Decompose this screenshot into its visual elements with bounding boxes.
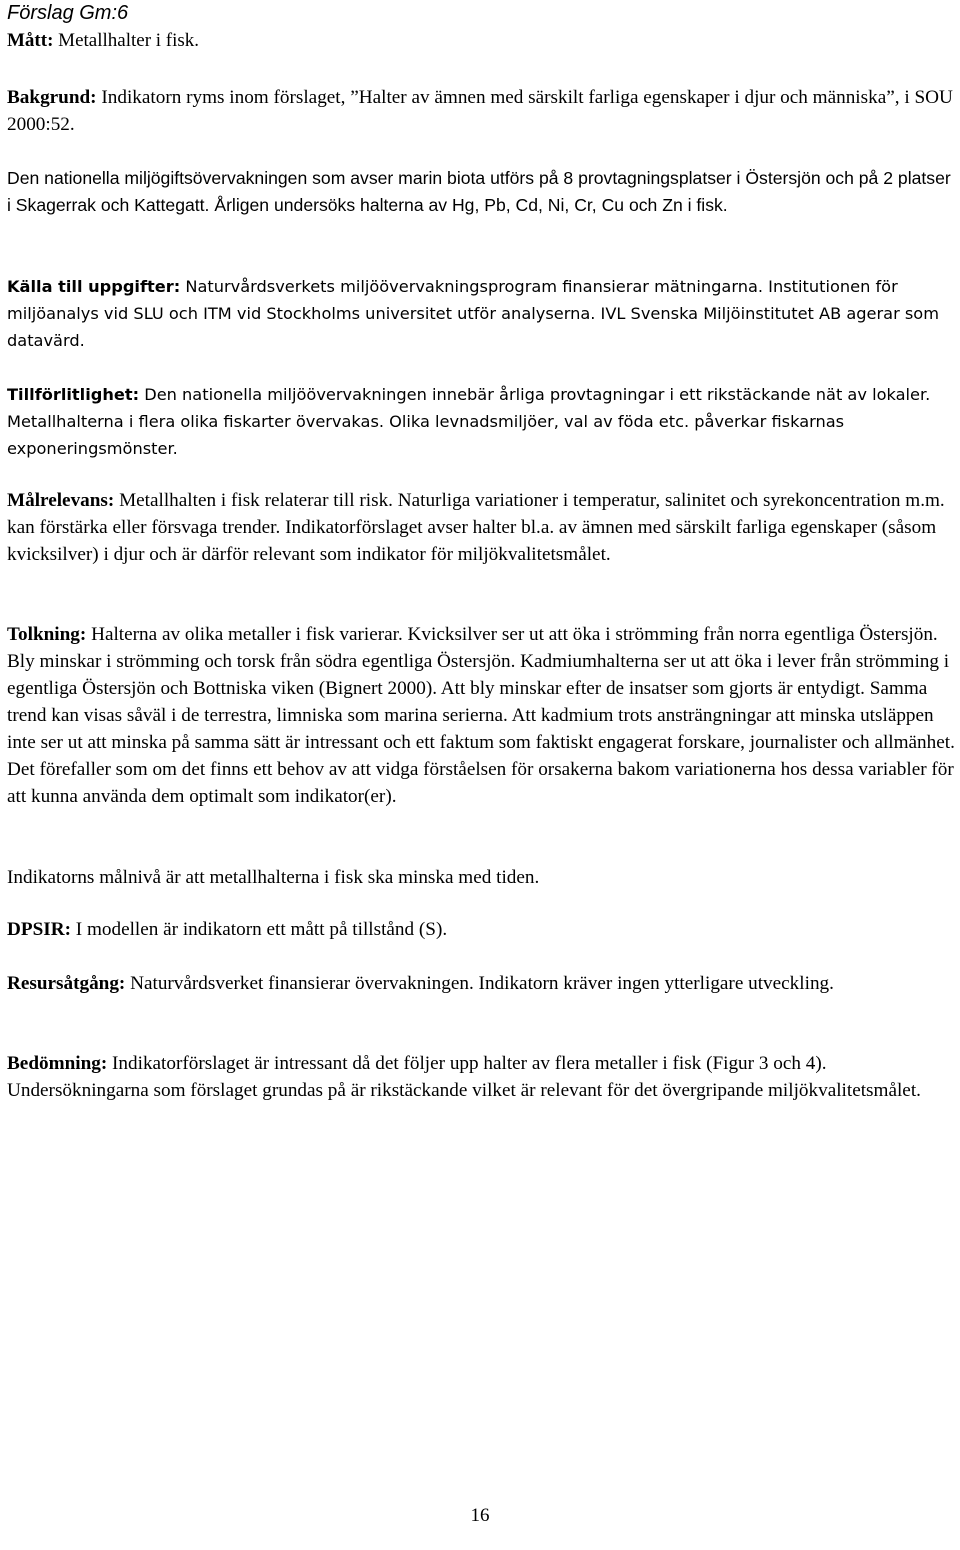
nationella-paragraph: Den nationella miljögiftsövervakningen som avser marin biota utförs på 8 provtagningsplatser i Östersjön och på 2 platser i Skagerrak och Kattegatt. Årligen undersöks halterna av Hg, Pb, Cd, Ni, Cr, Cu och Zn i fisk. [7,168,951,215]
matt-text: Metallhalter i fisk. [53,30,200,51]
malrelevans-label: Målrelevans: [7,490,115,511]
tolkning-label: Tolkning: [7,624,87,645]
tillforlitlighet-label: Tillförlitlighet: [7,385,140,404]
resurs-label: Resursåtgång: [7,973,126,994]
tillforlitlighet-paragraph [7,381,955,462]
document-page [7,0,955,1101]
tolkning-paragraph [7,621,955,810]
resurs-text: Naturvårdsverket finansierar övervakningen. Indikatorn kräver ingen ytterligare utveckling. [125,973,834,994]
malrelevans-text: Metallhalten i fisk relaterar till risk. Naturliga variationer i temperatur, salinitet och syrekoncentration m.m. kan förstärka eller försvaga trender. Indikatorförslaget avser halter bl.a. av ämnen med särskilt farliga egenskaper (såsom kvicksilver) i djur och är därför relevant som indikator för miljökvalitetsmålet. [7,490,945,565]
bedomning-text: Indikatorförslaget är intressant då det följer upp halter av flera metaller i fisk (Figur 3 och 4). Undersökningarna som förslaget grundas på är rikstäckande vilket är relevant för det övergripande miljökvalitetsmålet. [7,1053,921,1101]
dpsir-label: DPSIR: [7,919,71,940]
bedomning-paragraph [7,1050,955,1104]
bedomning-label: Bedömning: [7,1053,108,1074]
tillforlitlighet-text: Den nationella miljöövervakningen innebär årliga provtagningar i ett rikstäckande nät av lokaler. Metallhalterna i flera olika fiskarter övervakas. Olika levnadsmiljöer, val av föda etc. påverkar fiskarnas exponeringsmönster. [7,385,931,458]
malrelevans-paragraph [7,487,955,568]
matt-label: Mått: [7,30,54,51]
kalla-paragraph [7,273,955,354]
dpsir-paragraph [7,916,955,943]
kalla-text: Naturvårdsverkets miljöövervakningsprogram finansierar mätningarna. Institutionen för miljöanalys vid SLU och ITM vid Stockholms universitet utför analyserna. IVL Svenska Miljöinstitutet AB agerar som datavärd. [7,277,939,350]
document-title: Förslag Gm:6 [7,2,129,24]
matt-paragraph [7,27,955,54]
tolkning-text: Halterna av olika metaller i fisk varierar. Kvicksilver ser ut att öka i strömming från norra egentliga Östersjön. Bly minskar i strömming och torsk från södra egentliga Östersjön. Kadmiumhalterna ser ut att öka i lever från strömming i egentliga Östersjön och Bottniska viken (Bignert 2000). Att bly minskar efter de insatser som gjorts är entydigt. Samma trend kan visas såväl i de terrestra, limniska som marina serierna. Att kadmium trots ansträngningar att minska utsläppen inte ser ut att minska på samma sätt är intressant och ett faktum som faktiskt engagerat forskare, journalister och allmänhet. Det förefaller som om det finns ett behov av att vidga förståelsen för orsakerna bakom variationerna hos dessa variabler för att kunna använda dem optimalt som indikator(er). [7,624,955,807]
resurs-paragraph [7,970,955,997]
bakgrund-label: Bakgrund: [7,87,97,108]
bakgrund-paragraph [7,84,955,138]
malniva-paragraph: Indikatorns målnivå är att metallhalterna i fisk ska minska med tiden. [7,867,540,888]
kalla-label: Källa till uppgifter: [7,277,181,296]
page-number: 16 [470,1505,490,1526]
dpsir-text: I modellen är indikatorn ett mått på tillstånd (S). [70,919,448,940]
bakgrund-text: Indikatorn ryms inom förslaget, ”Halter av ämnen med särskilt farliga egenskaper i djur och människa”, i SOU 2000:52. [7,87,953,135]
